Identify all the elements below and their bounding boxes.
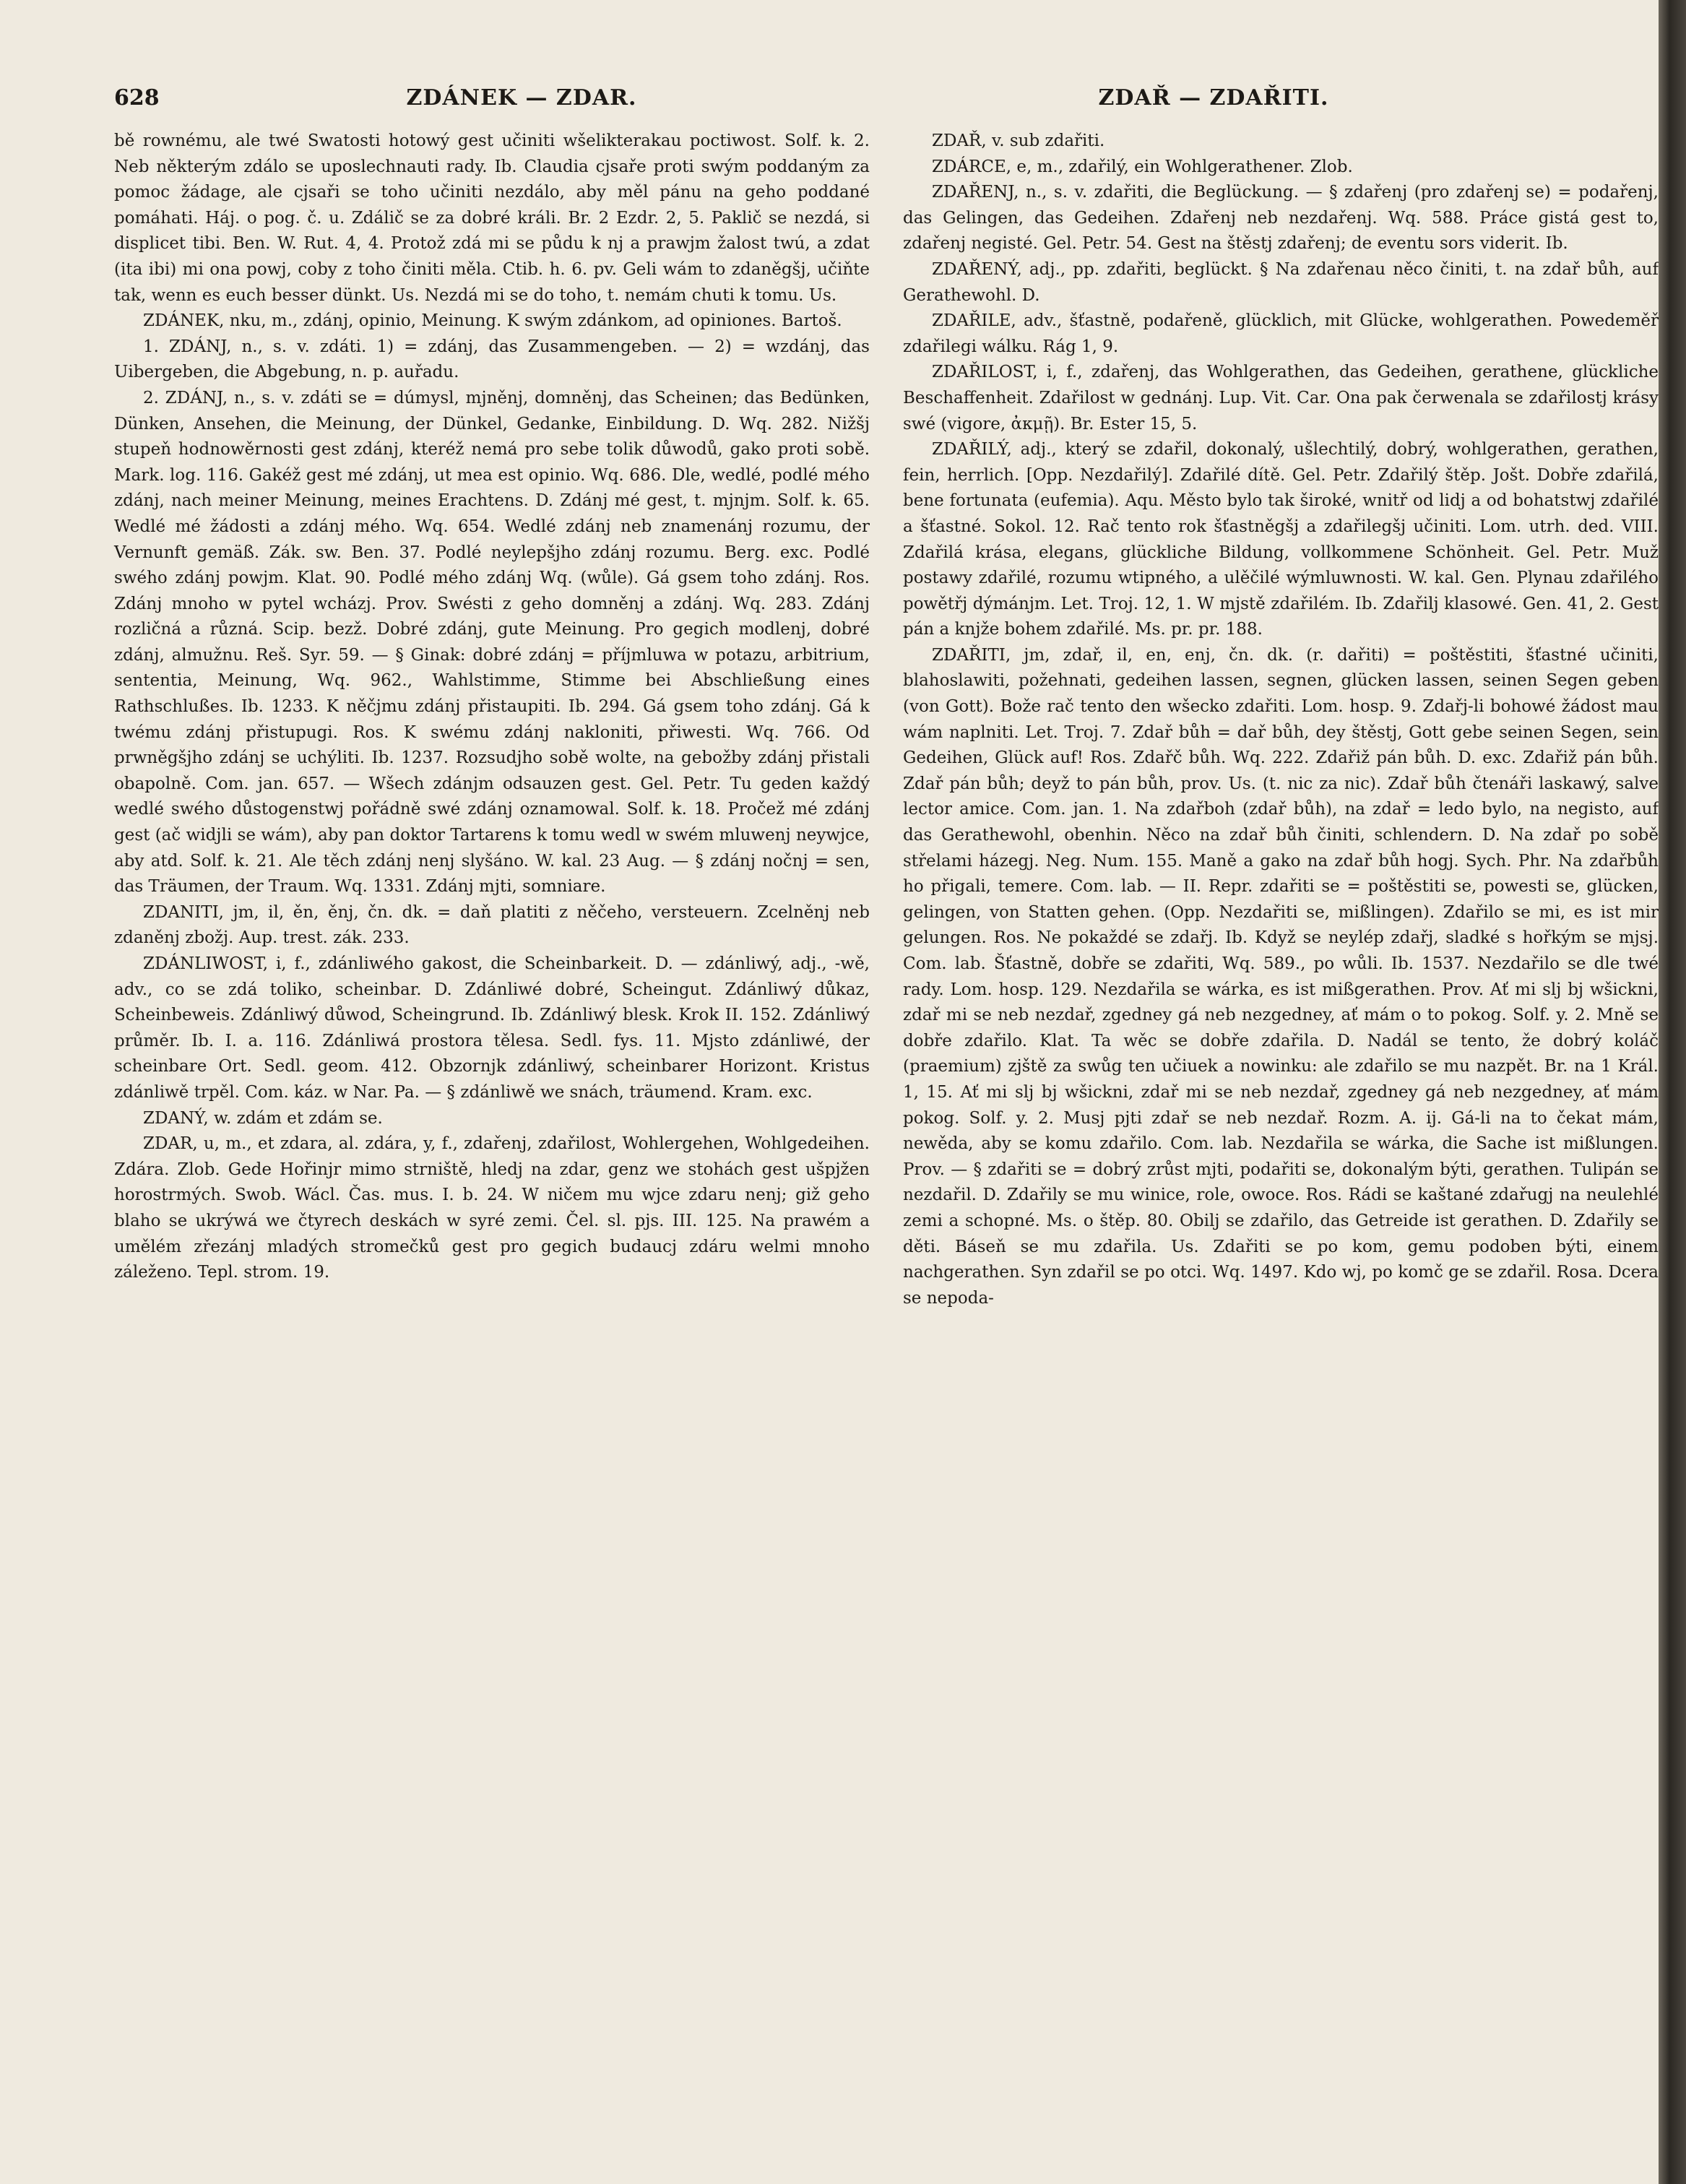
entry-zdarenj: ZDAŘENJ, n., s. v. zdařiti, die Beglückung. — § zdařenj (pro zdařenj se) = podařenj, das Gelingen, das Gedeihen. Zdařenj neb nezdařenj. Wq. 588. Práce gistá gest to, zdařenj negisté. Gel. Petr. 54. Gest na štěstj zdařenj; de eventu sors viderit. Ib. — [903, 183, 1659, 254]
entry-zdariti: ZDAŘITI, jm, zdař, il, en, enj, čn. dk. (r. dařiti) = poštěstiti, šťastné učiniti, blahoslawiti, požehnati, gedeihen lassen, segnen, glücken lassen, seinen Segen geben (von Gott). Bože rač tento den wšecko zdařiti. Lom. hosp. 9. Zdařj-li bohowé žádost mau wám naplniti. Let. Troj. 7. Zdař bůh = dař bůh, dey štěstj, Gott gebe seinen Segen, sein Gedeihen, Glück auf! Ros. Zdařč bůh. Wq. 222. Zdařiž pán bůh. D. exc. Zdařiž pán bůh. Zdař pán bůh; deyž to pán bůh, prov. Us. (t. nic za nic). Zdař bůh čtenáři laskawý, salve lector amice. Com. jan. 1. Na zdařboh (zdař bůh), na zdař = ledo bylo, na negisto, auf das Gerathewohl, obenhin. Něco na zdař bůh činiti, schlendern. D. Na zdař po sobě střelami házegj. Neg. Num. 155. Maně a gako na zdař bůh hogj. Sych. Phr. Na zdařbůh ho přigali, temere. Com. lab. — II. Repr. zdařiti se = poštěstiti se, powesti se, glücken, gelingen, von Statten gehen. (Opp. Nezdařiti se, mißlingen). Zdařilo se mi, es ist mir gelungen. Ros. Ne pokaždé se zdařj. Ib. Když se neylép zdařj, sladké s hořkým se mjsj. Com. lab. Šťastně, dobře se zdařiti, Wq. 589., po wůli. Ib. 1537. Nezdařilo se dle twé rady. Lom. hosp. 129. Nezdařila se wárka, es ist mißgerathen. Prov. Ať mi slj bj wšickni, zdař mi se neb nezdař, zgedney gá neb nezgedney, ať mám o to pokog. Solf. y. 2. Mně se dobře zdařilo. Klat. Ta wěc se dobře zdařila. D. Nadál se tento, že dobrý koláč (praemium) zjště za swůg ten učiuek a nowinku: ale zdařilo se mu nazpět. Br. na 1 Král. 1, 15. Ať mi slj bj wšickni, zdař mi se neb nezdař, zgedney gá neb nezgedney, ať mám pokog. Solf. y. 2. Musj pjti zdař se neb nezdař. Rozm. A. ij. Gá-li na to čekat mám, newěda, aby se komu zdařilo. Com. lab. Nezdařila se wárka, die Sache ist mißlungen. Prov. — § zdařiti se = dobrý zrůst mjti, podařiti se, dokonalým býti, gerathen. Tulipán se nezdařil. D. Zdařily se mu winice, role, owoce. Ros. Rádi se kaštané zdařugj na neulehlé zemi a schopné. Ms. o štěp. 80. Obilj se zdařilo, das Getreide ist gerathen. D. Zdařily se děti. Báseň se mu zdařila. Us. Zdařiti se po kom, gemu podoben býti, einem nachgerathen. Syn zdařil se po otci. Wq. 1497. Kdo wj, po komč ge se zdařil. Rosa. Dcera se nepoda- — [903, 645, 1659, 1308]
running-head-right: ZDAŘ — ZDAŘITI. — [1098, 85, 1329, 111]
entry-zdarile: ZDAŘILE, adv., šťastně, podařeně, glücklich, mit Glücke, wohlgerathen. Powedeměř zdařilegi wálku. Rág 1, 9. — [903, 311, 1659, 356]
entry-zdanj-1: 1. ZDÁNJ, n., s. v. zdáti. 1) = zdánj, das Zusammengeben. — 2) = wzdánj, das Uibergeben, die Abgebung, n. p. auřadu. — [114, 337, 870, 382]
right-column — [903, 129, 1659, 1311]
running-head-left: ZDÁNEK — ZDAR. — [406, 85, 637, 111]
entry-zdar-v: ZDAŘ, v. sub zdařiti. — [932, 131, 1105, 150]
entry-zdareny: ZDAŘENÝ, adj., pp. zdařiti, beglückt. § Na zdařenau něco činiti, t. na zdař bůh, auf Gerathewohl. D. — [903, 259, 1659, 305]
left-column — [114, 129, 870, 1286]
entry-continuation: bě rownému, ale twé Swatosti hotowý gest učiniti wšelikterakau poctiwost. Solf. k. 2. Neb některým zdálo se uposlechnauti rady. Ib. Claudia cjsaře proti swým poddaným za pomoc žádage, ale cjsaři se toho učiniti nezdálo, aby měl pánu na geho poddané pomáhati. Háj. o pog. č. u. Zdálič se za dobré králi. Br. 2 Ezdr. 2, 5. Paklič se nezdá, si displicet tibi. Ben. W. Rut. 4, 4. Protož zdá mi se půdu k nj a prawjm žalost twú, a zdat (ita ibi) mi ona powj, coby z toho činiti měla. Ctib. h. 6. pv. Geli wám to zdaněgšj, učiňte tak, wenn es euch besser dünkt. Us. Nezdá mi se do toho, t. nemám chuti k tomu. Us. — [114, 131, 870, 305]
entry-zdarce: ZDÁRCE, e, m., zdařilý, ein Wohlgerathener. Zlob. — [932, 157, 1353, 176]
entry-zdarilost: ZDAŘILOST, i, f., zdařenj, das Wohlgerathen, das Gedeihen, gerathene, glückliche Beschaffenheit. Zdařilost w gednánj. Lup. Vit. Car. Ona pak čerwenala se zdařilostj krásy swé (vigore, ἀκμῇ). Br. Ester 15, 5. — [903, 363, 1659, 433]
entry-zdany: ZDANÝ, w. zdám et zdám se. — [143, 1108, 383, 1128]
page-header — [0, 85, 1659, 121]
entry-zdarily: ZDAŘILÝ, adj., který se zdařil, dokonalý, ušlechtilý, dobrý, wohlgerathen, gerathen, fein, herrlich. [Opp. Nezdařilý]. Zdařilé dítě. Gel. Petr. Zdařilý štěp. Jošt. Dobře zdařilá, bene fortunata (eufemia). Aqu. Město bylo tak široké, wnitř od lidj a od bohatstwj zdařilé a šťastné. Sokol. 12. Rač tento rok šťastněgšj a zdařilegšj učiniti. Lom. utrh. ded. VIII. Zdařilá krása, elegans, glückliche Bildung, vollkommene Schönheit. Gel. Petr. Muž postawy zdařilé, rozumu wtipného, a ulěčilé wýmluwnosti. W. kal. Gen. Plynau zdařilého powětřj dýmánjm. Let. Troj. 12, 1. W mjstě zdařilém. Ib. Zdařilj klasowé. Gen. 41, 2. Gest pán a knjže bohem zdařilé. Ms. pr. pr. 188. — [903, 440, 1659, 639]
entry-zdanliwost: ZDÁNLIWOST, i, f., zdánliwého gakost, die Scheinbarkeit. D. — zdánliwý, adj., -wě, adv., co se zdá toliko, scheinbar. D. Zdánliwé dobré, Scheingut. Zdánliwý důkaz, Scheinbeweis. Zdánliwý důwod, Scheingrund. Ib. Zdánliwý blesk. Krok II. 152. Zdánliwý průměr. Ib. I. a. 116. Zdánliwá prostora tělesa. Sedl. fys. 11. Mjsto zdánliwé, der scheinbare Ort. Sedl. geom. 412. Obzornjk zdánliwý, scheinbarer Horizont. Kristus zdánliwě trpěl. Com. káz. w Nar. Pa. — § zdánliwě we snách, träumend. Kram. exc. — [114, 954, 870, 1102]
page-number: 628 — [114, 85, 160, 111]
entry-zdanek: ZDÁNEK, nku, m., zdánj, opinio, Meinung. K swým zdánkom, ad opiniones. Bartoš. — [143, 311, 842, 331]
entry-zdar: ZDAR, u, m., et zdara, al. zdára, y, f., zdařenj, zdařilost, Wohlergehen, Wohlgedeihen. Zdára. Zlob. Gede Hořinjr mimo strniště, hledj na zdar, genz we stohách gest ušpjžen horostrmých. Swob. Wácl. Čas. mus. I. b. 24. W ničem mu wjce zdaru nenj; giž geho blaho se ukrýwá we čtyrech deskách w syré zemi. Čel. sl. pjs. III. 125. Na prawém a umělém zřezánj mladých stromečků gest pro gegich budaucj zdáru welmi mnoho záleženo. Tepl. strom. 19. — [114, 1134, 870, 1282]
entry-zdanj-2: 2. ZDÁNJ, n., s. v. zdáti se = dúmysl, mjněnj, domněnj, das Scheinen; das Bedünken, Dünken, Ansehen, die Meinung, der Dünkel, Gedanke, Einbildung. D. Wq. 282. Nižšj stupeň hodnowěrnosti gest zdánj, kteréž nemá pro sebe tolik důwodů, gako proti sobě. Mark. log. 116. Gakéž gest mé zdánj, ut mea est opinio. Wq. 686. Dle, wedlé, podlé mého zdánj, nach meiner Meinung, meines Erachtens. D. Zdánj mé gest, t. mjnjm. Solf. k. 65. Wedlé mé žádosti a zdánj mého. Wq. 654. Wedlé zdánj neb znamenánj rozumu, der Vernunft gemäß. Zák. sw. Ben. 37. Podlé neylepšjho zdánj rozumu. Berg. exc. Podlé swého zdánj powjm. Klat. 90. Podlé mého zdánj Wq. (wůle). Gá gsem toho zdánj. Ros. Zdánj mnoho w pytel wcházj. Prov. Swésti z geho domněnj a zdánj. Wq. 283. Zdánj rozličná a různá. Scip. bezž. Dobré zdánj, gute Meinung. Pro gegich modlenj, dobré zdánj, almužnu. Reš. Syr. 59. — § Ginak: dobré zdánj = příjmluwa w potazu, arbitrium, sententia, Meinung, Wq. 962., Wahlstimme, Stimme bei Abschließung eines Rathschlußes. Ib. 1233. K něčjmu zdánj přistaupiti. Ib. 294. Gá gsem toho zdánj. Gá k twému zdánj přistupugi. Ros. K swému zdánj nakloniti, přiwesti. Wq. 766. Od prwněgšjho zdánj se uchýliti. Ib. 1237. Rozsudjho sobě wolte, na gebožby zdánj přistali obapolně. Com. jan. 657. — Wšech zdánjm odsauzen gest. Gel. Petr. Tu geden každý wedlé swého důstogenstwj pořádně swé zdánj oznamowal. Solf. k. 18. Pročež mé zdánj gest (ač widjli se wám), aby pan doktor Tartarens k tomu wedl w swém mluwenj neywjce, aby atd. Solf. k. 21. Ale těch zdánj nenj slyšáno. W. kal. 23 Aug. — § zdánj nočnj = sen, das Träumen, der Traum. Wq. 1331. Zdánj mjti, somniare. — [114, 388, 870, 897]
book-edge — [1659, 0, 1686, 2184]
entry-zdaniti: ZDANITI, jm, il, ěn, ěnj, čn. dk. = daň platiti z něčeho, versteuern. Zcelněnj neb zdaněnj zbožj. Aup. trest. zák. 233. — [114, 902, 870, 948]
